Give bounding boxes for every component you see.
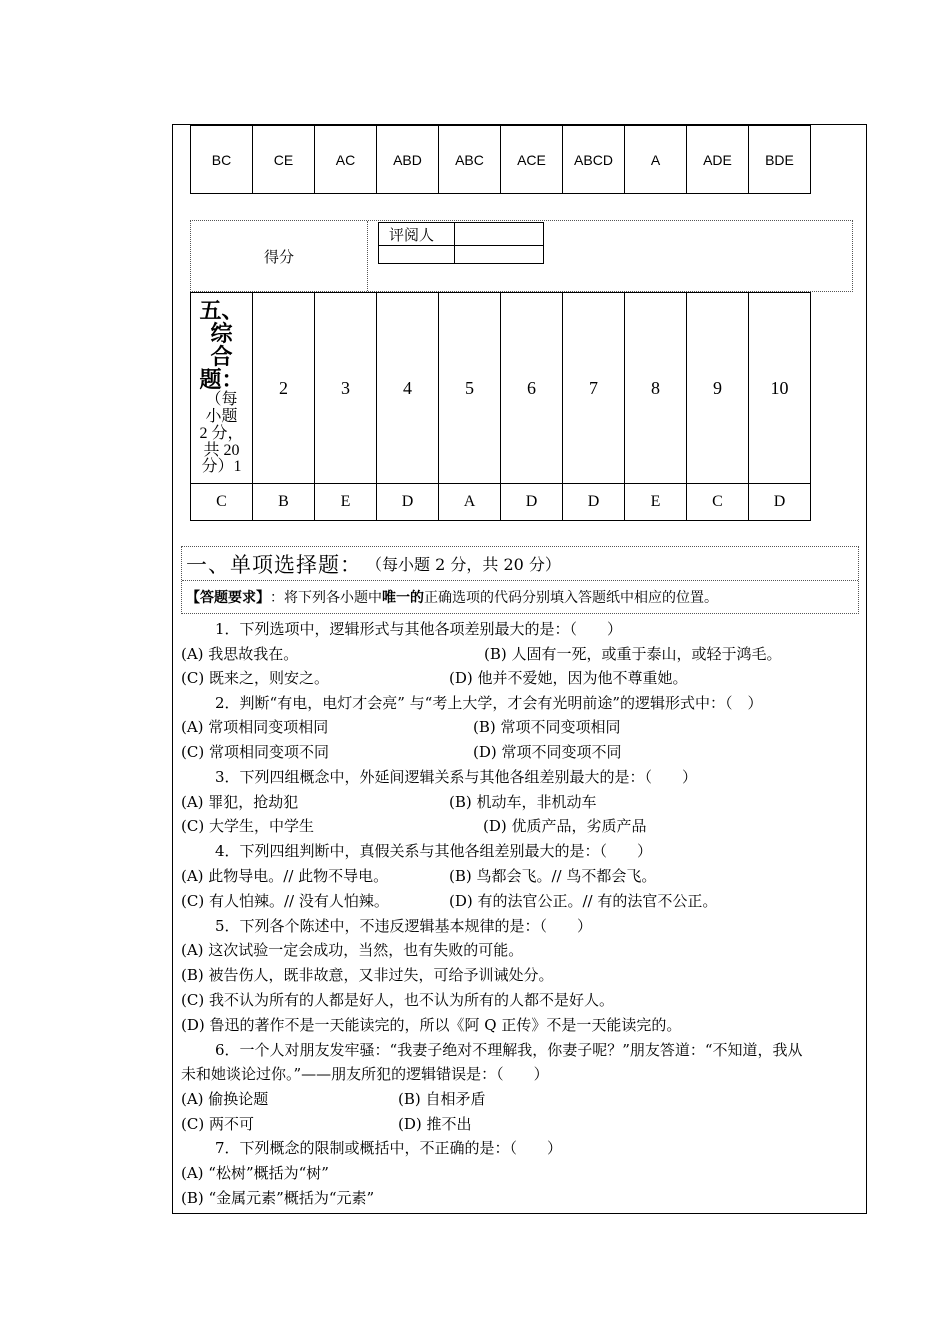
section5-note: 共 20 xyxy=(203,441,240,459)
answer-cell: A xyxy=(625,126,687,194)
option-3d: (D) 优质产品，劣质产品 xyxy=(483,817,647,835)
answer-cell: ABCD xyxy=(563,126,625,194)
question-4: 4．下列四组判断中，真假关系与其他各组差别最大的是：（ ） xyxy=(215,842,653,860)
section5-note: 分）1 xyxy=(201,458,242,476)
answer-cell: AC xyxy=(315,126,377,194)
reviewer-label: 评阅人 xyxy=(379,223,455,246)
answer-cell: BC xyxy=(191,126,253,194)
option-1b: (B) 人固有一死，或重于泰山，或轻于鸿毛。 xyxy=(484,645,782,663)
answer-cell: B xyxy=(253,484,315,521)
answer-cell: A xyxy=(439,484,501,521)
requirement-label: 【答题要求】 xyxy=(186,590,270,606)
table-row xyxy=(379,223,544,246)
option-6b: (B) 自相矛盾 xyxy=(398,1090,486,1108)
section5-title: 五、 xyxy=(199,298,244,324)
reviewer-cell[interactable] xyxy=(455,223,544,246)
answer-cell: E xyxy=(315,484,377,521)
question-6-cont: 未和她谈论过你。”——朋友所犯的逻辑错误是：（ ） xyxy=(181,1065,549,1083)
signature-cell[interactable] xyxy=(455,246,544,264)
answer-cell: D xyxy=(501,484,563,521)
answer-cell: D xyxy=(563,484,625,521)
option-3b: (B) 机动车，非机动车 xyxy=(449,793,597,811)
section5-answer-table xyxy=(190,292,811,521)
section1-title: 一、单项选择题： xyxy=(186,552,362,577)
requirement-text: ：将下列各小题中 xyxy=(270,590,382,606)
question-3: 3．下列四组概念中，外延间逻辑关系与其他各组差别最大的是：（ ） xyxy=(215,768,698,786)
answer-table-top xyxy=(190,125,811,194)
score-divider xyxy=(367,221,368,291)
question-5: 5．下列各个陈述中，不违反逻辑基本规律的是：（ ） xyxy=(215,917,593,935)
score-cell[interactable] xyxy=(379,246,455,264)
question-number: 5 xyxy=(439,293,501,484)
option-2b: (B) 常项不同变项相同 xyxy=(473,718,621,736)
option-1a: (A) 我思故我在。 xyxy=(181,645,299,663)
question-number: 8 xyxy=(625,293,687,484)
score-box xyxy=(190,220,853,292)
option-6a: (A) 偷换论题 xyxy=(181,1090,269,1108)
section5-note: （每 xyxy=(205,391,238,409)
option-5b: (B) 被告伤人，既非故意，又非过失，可给予训诫处分。 xyxy=(181,966,554,984)
question-number: 7 xyxy=(563,293,625,484)
option-6d: (D) 推不出 xyxy=(398,1115,472,1133)
question-6: 6．一个人对朋友发牢骚：“我妻子绝对不理解我，你妻子呢？”朋友答道：“不知道，我从 xyxy=(215,1041,803,1059)
question-2: 2．判断“有电，电灯才会亮” 与“考上大学，才会有光明前途”的逻辑形式中：（ ） xyxy=(215,694,763,712)
option-4a: (A) 此物导电。// 此物不导电。 xyxy=(181,867,389,885)
option-4d: (D) 有的法官公正。// 有的法官不公正。 xyxy=(449,892,718,910)
question-number: 4 xyxy=(377,293,439,484)
question-7: 7．下列概念的限制或概括中，不正确的是：（ ） xyxy=(215,1139,563,1157)
option-2a: (A) 常项相同变项相同 xyxy=(181,718,329,736)
table-row xyxy=(191,126,811,194)
answer-cell: E xyxy=(625,484,687,521)
section1-note: （每小题 2 分，共 20 分） xyxy=(366,555,561,574)
option-3a: (A) 罪犯，抢劫犯 xyxy=(181,793,299,811)
score-label: 得分 xyxy=(263,247,294,266)
answer-requirement xyxy=(182,581,858,613)
option-5a: (A) 这次试验一定会成功，当然，也有失败的可能。 xyxy=(181,941,524,959)
answer-cell: ABD xyxy=(377,126,439,194)
option-3c: (C) 大学生，中学生 xyxy=(181,817,314,835)
section5-note: 小题 xyxy=(205,407,238,425)
requirement-emphasis: 唯一的 xyxy=(382,590,424,606)
answer-cell: BDE xyxy=(749,126,811,194)
option-5c: (C) 我不认为所有的人都是好人，也不认为所有的人都不是好人。 xyxy=(181,991,614,1009)
answer-cell: CE xyxy=(253,126,315,194)
answer-cell: D xyxy=(377,484,439,521)
option-6c: (C) 两不可 xyxy=(181,1115,254,1133)
option-7a: (A) “松树”概括为“树” xyxy=(181,1164,329,1182)
section5-title: 题： xyxy=(199,368,244,394)
table-row xyxy=(191,484,811,521)
requirement-text: 正确选项的代码分别填入答题纸中相应的位置。 xyxy=(424,590,718,606)
table-row xyxy=(379,246,544,264)
question-number: 3 xyxy=(315,293,377,484)
option-4c: (C) 有人怕辣。// 没有人怕辣。 xyxy=(181,892,389,910)
answer-cell: D xyxy=(749,484,811,521)
section5-title: 综 xyxy=(210,321,233,347)
section1-header xyxy=(181,546,859,614)
option-1c: (C) 既来之，则安之。 xyxy=(181,669,329,687)
option-2d: (D) 常项不同变项不同 xyxy=(473,743,622,761)
question-number: 6 xyxy=(501,293,563,484)
answer-cell: ACE xyxy=(501,126,563,194)
reviewer-table xyxy=(378,222,544,264)
option-5d: (D) 鲁迅的著作不是一天能读完的，所以《阿 Q 正传》不是一天能读完的。 xyxy=(181,1016,682,1034)
answer-cell: C xyxy=(687,484,749,521)
section5-note: 2 分， xyxy=(199,424,244,442)
question-1: 1．下列选项中，逻辑形式与其他各项差别最大的是：（ ） xyxy=(215,620,623,638)
option-4b: (B) 鸟都会飞。// 鸟不都会飞。 xyxy=(449,867,657,885)
option-7b: (B) “金属元素”概括为“元素” xyxy=(181,1189,375,1207)
option-1d: (D) 他并不爱她，因为他不尊重她。 xyxy=(449,669,688,687)
answer-cell: ADE xyxy=(687,126,749,194)
section5-title-cell xyxy=(191,293,253,484)
answer-cell: C xyxy=(191,484,253,521)
question-number: 10 xyxy=(749,293,811,484)
answer-cell: ABC xyxy=(439,126,501,194)
question-number: 9 xyxy=(687,293,749,484)
option-2c: (C) 常项相同变项不同 xyxy=(181,743,329,761)
table-row xyxy=(191,293,811,484)
question-number: 2 xyxy=(253,293,315,484)
section5-title: 合 xyxy=(210,345,233,370)
